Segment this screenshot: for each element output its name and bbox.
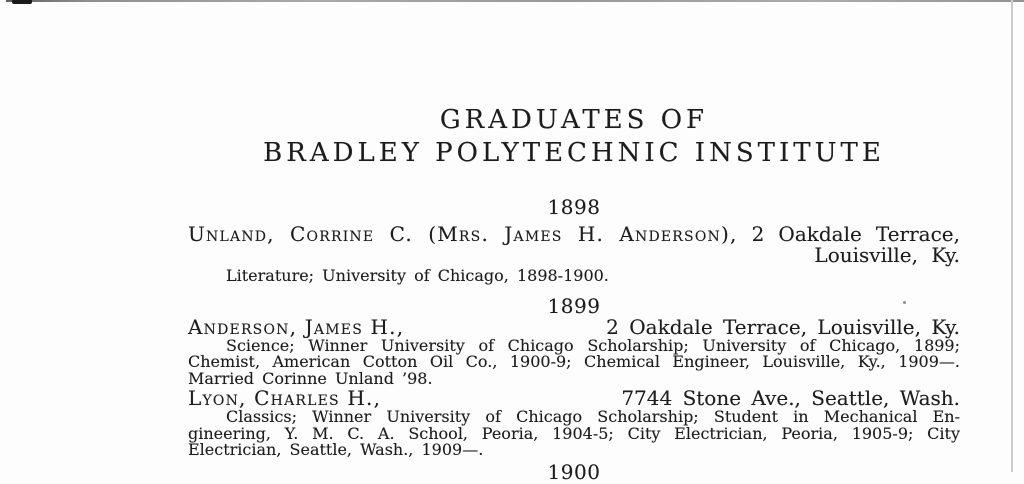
entry-description-line: Science; Winner University of Chicago Scholarship; University of Chicago, 1899; [226, 335, 960, 355]
title-line-2: BRADLEY POLYTECHNIC INSTITUTE [263, 138, 885, 168]
entry-name: Anderson, James H., [188, 314, 405, 339]
graduate-entry-anderson [188, 314, 960, 388]
entry-description-line: Electrician, Seattle, Wash., 1909—. [188, 440, 484, 459]
entry-address-overflow: Louisville, Ky. [814, 243, 960, 267]
year-heading-1900: 1900 [547, 459, 601, 484]
entry-name-address-line [188, 224, 960, 245]
entry-description-line: gineering, Y. M. C. A. School, Peoria, 1904-5; City Electrician, Peoria, 1905-9; City [188, 423, 960, 443]
entry-description-line: Literature; University of Chicago, 1898-1900. [226, 266, 609, 285]
entry-name-address-line [188, 314, 960, 339]
entry-name-address-line [188, 388, 960, 409]
entry-description [188, 268, 960, 285]
entry-description-line: Married Corinne Unland ’98. [188, 368, 433, 388]
year-heading-1898: 1898 [547, 195, 601, 219]
page-title [188, 104, 960, 170]
entry-description [188, 335, 960, 388]
year-heading-1899: 1899 [547, 293, 601, 318]
entry-description [188, 409, 960, 459]
entry-address-inline: 2 Oakdale Terrace, [751, 222, 960, 246]
entry-address: 2 Oakdale Terrace, Louisville, Ky. [606, 314, 960, 339]
graduate-entry-lyon [188, 388, 960, 459]
entry-address: 7744 Stone Ave., Seattle, Wash. [621, 386, 960, 410]
title-line-1: GRADUATES OF [439, 105, 709, 135]
entry-name: Unland, Corrine C. (Mrs. James H. Anderson), [188, 222, 738, 246]
entry-name: Lyon, Charles H., [188, 386, 382, 410]
scan-artifact-corner-blob [12, 0, 32, 4]
graduate-entry-unland [188, 224, 960, 285]
scan-artifact-right-edge [1011, 0, 1013, 472]
entry-description-line: Classics; Winner University of Chicago Scholarship; Student in Mechanical En- [226, 407, 960, 426]
page-content [188, 0, 960, 483]
entry-description-line: Chemist, American Cotton Oil Co., 1900-9; Chemical Engineer, Louisville, Ky., 1909—. [188, 352, 960, 371]
